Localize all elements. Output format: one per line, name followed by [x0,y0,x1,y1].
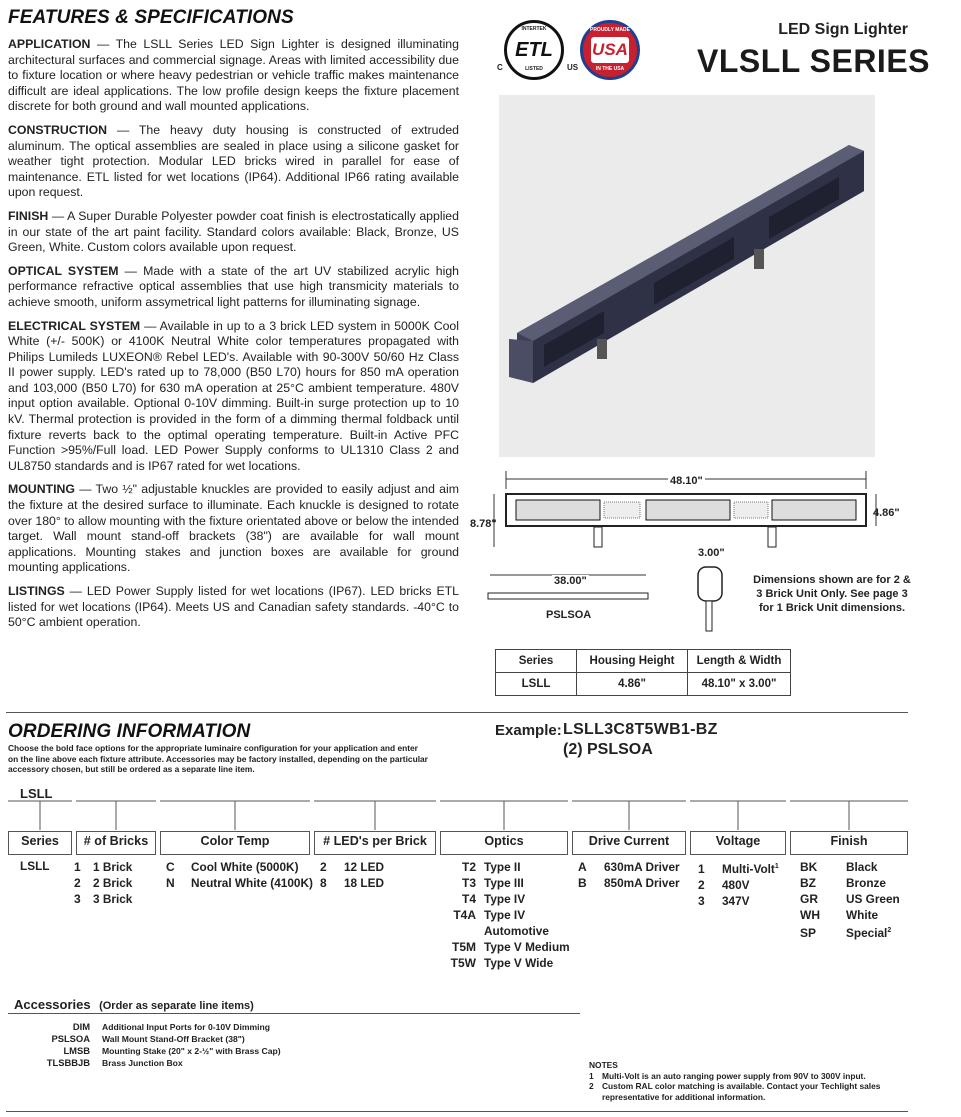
color-temp-options [166,859,313,891]
list-item: T5M Type V Medium [452,940,570,954]
product-image [499,95,875,457]
ordering-instructions: Choose the bold face options for the appropriate luminaire configuration for your application and enter on the line above each fixture attribute. Accessories may be factory installed, depending on the particular accessory chosen, but still be ordered as a separate line item. [8,743,428,774]
list-item: 1 1 Brick [74,860,133,874]
header-optics: Optics [484,834,524,848]
note-item: 2 Custom RAL color matching is available. Contact your Techlight sales representative for additional information. [589,1081,881,1102]
header-series: Series [21,834,59,848]
dimension-note: Dimensions shown are for 2 & 3 Brick Unit Only. See page 3 for 1 Brick Unit dimensions. [753,574,911,614]
height-dim-label: 4.86" [873,507,900,519]
spec-paragraph: CONSTRUCTION — The heavy duty housing is constructed of extruded aluminum. The optical assemblies are sealed in place using a silicone gasket for weather tight protection. Modular LED bricks wired in parallel for ease of maintenance. ETL listed for wet locations (IP64). Additional IP66 rating available upon request. [8,122,459,200]
spec-text [8,37,459,639]
accessories-heading: Accessories (Order as separate line items) [14,997,254,1012]
bracket-dim-label: 38.00" [554,575,587,587]
header-leds-per-brick: # LED's per Brick [323,834,427,848]
list-item: WH White [800,908,879,922]
list-item: BZ Bronze [800,876,886,890]
dim-header-length: Length & Width [688,650,791,673]
example-code: LSLL3C8T5WB1-BZ [563,721,718,738]
bricks-options [74,859,132,907]
product-title: VLSLL SERIES [696,43,930,79]
dim-cell-height: 4.86" [577,673,688,696]
fixture-render [499,95,875,457]
bracket-name-label: PSLSOA [546,609,592,621]
list-item: 2 12 LED [320,860,384,874]
notes [589,1060,909,1102]
made-in-usa-logo: PROUDLY MADE USA IN THE USA [580,20,640,80]
notes-title: NOTES [589,1060,618,1070]
etl-logo: INTERTEK ETL LISTED [504,20,564,80]
dim-cell-series: LSLL [496,673,577,696]
dim-header-height: Housing Height [577,650,688,673]
list-item: 8 18 LED [320,876,384,890]
list-item: PSLSOA Wall Mount Stand-Off Bracket (38") [51,1033,245,1044]
width-dim-label: 48.10" [670,475,703,487]
list-item: T4A Type IV [453,908,526,922]
list-item: 2 2 Brick [74,876,133,890]
spec-paragraph: FINISH — A Super Durable Polyester powder coat finish is electrostatically applied in our state of the art paint facility. Standard colors available: Black, Bronze, US Green, White. Custom colors available upon request. [8,208,459,255]
example-label: Example: [495,722,562,739]
voltage-options [698,859,779,909]
list-item: TLSBBJB Brass Junction Box [46,1057,183,1068]
series-option: LSLL [20,859,50,873]
etl-us-mark: US [567,63,579,72]
list-item: 3 347V [698,893,750,908]
leds-options [320,859,384,891]
header-drive-current: Drive Current [588,834,670,848]
finish-options [800,859,900,941]
dim-cell-length: 48.10" x 3.00" [688,673,791,696]
footer-divider [6,1111,908,1112]
product-subtitle: LED Sign Lighter [778,21,908,38]
list-item: DIM Additional Input Ports for 0-10V Dimming [72,1021,271,1032]
features-title: FEATURES & SPECIFICATIONS [8,7,294,28]
header-color-temp: Color Temp [200,834,270,848]
drive-current-options [578,859,680,891]
spec-paragraph: ELECTRICAL SYSTEM — Available in up to a 3 brick LED system in 5000K Cool White (+/- 500K) or 4100K Neutral White color temperatures propagated with Philips Lumileds LUXEON® Rebel LED's. Available with 90-300V 50/60 Hz Class II power supply. LED's rated up to 78,000 (B50 L70) hours for 850 mA operation and 103,000 (B50 L70) for 630 mA operation at 25°C ambient temperature. 480V input option available. Optional 0-10V dimming. Built-in surge protection up to 10 kV. Thermal protection is provided in the form of a dimming thermal foldback until fixture reverts back to the optimal operating temperature. Built-in Active PFC Function >95%/Full load. LED Power Supply conforms to UL1310 Class 2 and UL8750 standards and is IP67 rated for wet locations. [8,318,459,473]
accessories-list [8,1021,281,1069]
header-voltage: Voltage [715,834,761,848]
spec-paragraph: APPLICATION — The LSLL Series LED Sign Lighter is designed illuminating architectural surfaces and commercial signage. Areas with limited accessibility due to fixture location or where heavy pedestrian or vehicle traffic makes maintenance difficult are ideal applications. The low profile design keeps the fixture placement discrete for both ground and wall mounted applications. [8,37,459,114]
series-prefix: LSLL [20,786,53,801]
optics-options [440,859,570,971]
accessories-underline [8,1013,580,1014]
section-divider [6,712,908,713]
list-item: T5W Type V Wide [450,956,554,970]
list-item: LMSB Mounting Stake (20" x 2-½" with Brass Cap) [63,1045,281,1056]
list-item: GR US Green [800,892,900,906]
list-item: 3 3 Brick [74,892,133,906]
spec-paragraph: MOUNTING — Two ½" adjustable knuckles are provided to easily adjust and aim the fixture at the desired surface to illuminate. Each knuckle is designed to rotate over 180° to allow mounting with the fixture orientated above or below the intended target. Wall mount stand-off brackets (38") are available for wall mount applications. Mounting stakes and junction boxes are available for ground mounting applications. [8,482,459,575]
list-item: Automotive [484,924,549,938]
list-item: B 850mA Driver [578,876,680,890]
list-item: 1 Multi-Volt$^1$ [698,861,779,876]
order-blanks [8,800,908,830]
list-item: BK Black [800,860,878,874]
list-item: T4 Type IV [461,892,526,906]
ordering-title: ORDERING INFORMATION [8,721,251,742]
spec-paragraph: LISTINGS — LED Power Supply listed for wet locations (IP67). LED bricks ETL listed for wet locations (IP64). Meets US and Canadian safety standards. -40°C to 50°C ambient operation. [8,584,459,630]
list-item: A 630mA Driver [578,860,680,874]
list-item: T2 Type II [461,860,521,874]
list-item: N Neutral White (4100K) [166,876,313,890]
example-extra: (2) PSLSOA [563,741,653,758]
note-item: 1 Multi-Volt is an auto ranging power supply from 90V to 300V input. [589,1070,866,1081]
list-item: 2 480V [698,877,750,892]
list-item: C Cool White (5000K) [166,860,299,874]
etl-c-mark: C [497,63,503,72]
header-finish: Finish [830,834,868,848]
dim-header-series: Series [496,650,577,673]
header-bricks: # of Bricks [83,834,149,848]
list-item: SP Special$^2$ [800,925,892,940]
spec-paragraph: OPTICAL SYSTEM — Made with a state of the art UV stabilized acrylic high performance refractive optical assemblies that use high transmicity materials to achieve smooth, uniform assymetrical light patterns for illuminating signage. [8,263,460,309]
total-height-dim-label: 8.78" [470,518,497,530]
depth-dim-label: 3.00" [698,547,725,559]
list-item: T3 Type III [461,876,524,890]
dimension-table [495,649,791,696]
